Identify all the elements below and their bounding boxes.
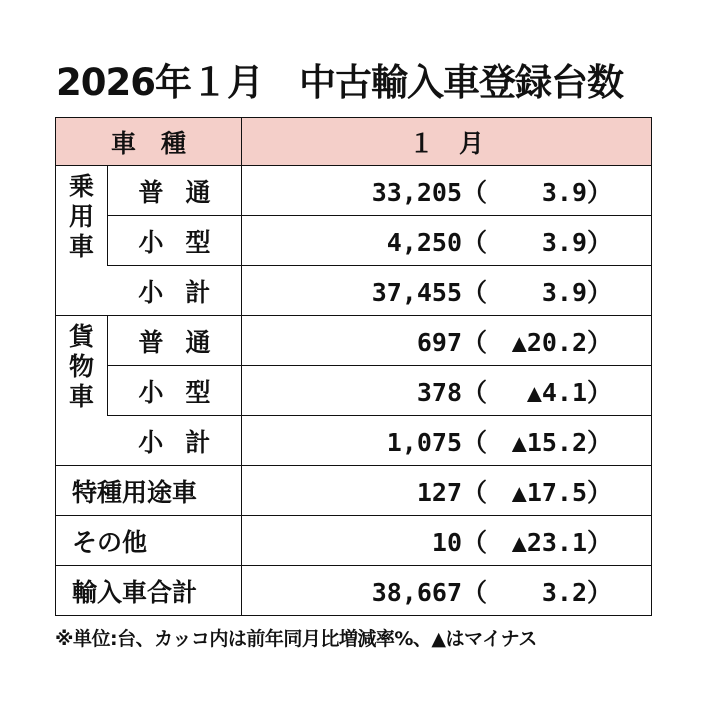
table-header-row (56, 118, 652, 166)
row-label: 普通 (108, 166, 242, 216)
row-label: 特種用途車 (56, 466, 242, 516)
footnote: ※単位:台、カッコ内は前年同月比増減率%、▲はマイナス (55, 628, 537, 650)
table-row (56, 166, 652, 216)
table-row (56, 366, 652, 416)
table-row-total (56, 566, 652, 616)
row-value: 697（ ▲20.2） (242, 316, 652, 366)
row-value: 1,075（ ▲15.2） (242, 416, 652, 466)
row-label: 小型 (108, 366, 242, 416)
row-label: 普通 (108, 316, 242, 366)
row-label: 小計 (108, 416, 242, 466)
group-label-passenger: 乗 用 車 (56, 166, 108, 266)
spacer-cell (56, 416, 108, 466)
table-row (56, 316, 652, 366)
row-label: その他 (56, 516, 242, 566)
row-label: 小計 (108, 266, 242, 316)
row-value: 127（ ▲17.5） (242, 466, 652, 516)
row-value: 4,250（ 3.9） (242, 216, 652, 266)
row-value: 37,455（ 3.9） (242, 266, 652, 316)
table-row (56, 216, 652, 266)
table-row (56, 516, 652, 566)
table-row (56, 416, 652, 466)
spacer-cell (56, 266, 108, 316)
page-title: 2026年１月 中古輸入車登録台数 (56, 61, 623, 104)
group-label-truck: 貨 物 車 (56, 316, 108, 416)
row-label: 小型 (108, 216, 242, 266)
row-value: 10（ ▲23.1） (242, 516, 652, 566)
row-value: 33,205（ 3.9） (242, 166, 652, 216)
table-row (56, 266, 652, 316)
row-value: 38,667（ 3.2） (242, 566, 652, 616)
row-label: 輸入車合計 (56, 566, 242, 616)
row-value: 378（ ▲4.1） (242, 366, 652, 416)
header-category: 車 種 (56, 118, 242, 166)
header-month: １ 月 (242, 118, 652, 166)
table-row (56, 466, 652, 516)
registration-table (55, 117, 652, 616)
